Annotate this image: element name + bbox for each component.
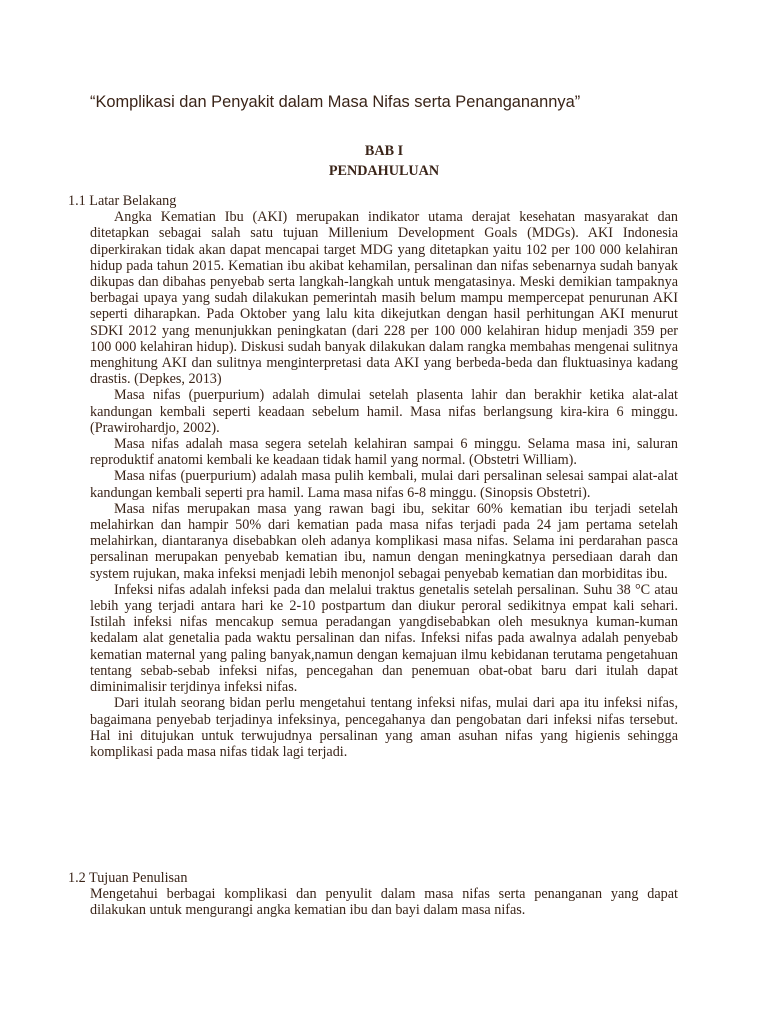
- section-latar-belakang: [68, 193, 678, 760]
- document-title: “Komplikasi dan Penyakit dalam Masa Nifas serta Penanganannya”: [90, 93, 581, 111]
- paragraph: Masa nifas adalah masa segera setelah kelahiran sampai 6 minggu. Selama masa ini, saluran reproduktif anatomi kembali ke keadaan tidak hamil yang normal. (Obstetri William).: [90, 436, 678, 469]
- paragraph: Masa nifas (puerpurium) adalah masa pulih kembali, mulai dari persalinan selesai sampai alat-alat kandungan kembali seperti pra hamil. Lama masa nifas 6-8 minggu. (Sinopsis Obstetri).: [90, 468, 678, 501]
- paragraph: Angka Kematian Ibu (AKI) merupakan indikator utama derajat kesehatan masyarakat dan ditetapkan sebagai salah satu tujuan Millenium Development Goals (MDGs). AKI Indonesia diperkirakan tidak akan dapat mencapai target MDG yang ditetapkan yaitu 102 per 100 000 kelahiran hidup pada tahun 2015. Kematian ibu akibat kehamilan, persalinan dan nifas sebenarnya sudah banyak dikupas dan dibahas penyebab serta langkah-langkah untuk mengatasinya. Meski demikian tampaknya berbagai upaya yang sudah dilakukan pemerintah masih belum mampu mempercepat penurunan AKI seperti diharapkan. Pada Oktober yang lalu kita dikejutkan dengan hasil perhitungan AKI menurut SDKI 2012 yang menunjukkan peningkatan (dari 228 per 100 000 kelahiran hidup menjadi 359 per 100 000 kelahiran hidup). Diskusi sudah banyak dilakukan dalam rangka membahas mengenai sulitnya menghitung AKI dan sulitnya menginterpretasi data AKI yang berbeda-beda dan fluktuasinya kadang drastis. (Depkes, 2013): [90, 209, 678, 388]
- paragraph: Masa nifas merupakan masa yang rawan bagi ibu, sekitar 60% kematian ibu terjadi setelah melahirkan dan hampir 50% dari kematian pada masa nifas terjadi pada 24 jam pertama setelah melahirkan, diantaranya disebabkan oleh adanya komplikasi masa nifas. Selama ini perdarahan pasca persalinan merupakan penyebab kematian ibu, namun dengan meningkatnya persediaan darah dan system rujukan, maka infeksi menjadi lebih menonjol sebagai penyebab kematian dan morbiditas ibu.: [90, 500, 678, 582]
- section-heading: 1.2 Tujuan Penulisan: [68, 870, 188, 886]
- section-heading: 1.1 Latar Belakang: [68, 193, 177, 209]
- chapter-heading: [0, 141, 768, 181]
- section-tujuan-penulisan: [68, 870, 678, 919]
- paragraph: Dari itulah seorang bidan perlu mengetahui tentang infeksi nifas, mulai dari apa itu infeksi nifas, bagaimana penyebab terjadinya infeksinya, pencegahanya dan pengobatan dari infeksi nifas tersebut. Hal ini ditujukan untuk terwujudnya persalinan yang aman asuhan nifas yang higienis sehingga komplikasi pada masa nifas tidak lagi terjadi.: [90, 695, 678, 760]
- paragraph: Mengetahui berbagai komplikasi dan penyulit dalam masa nifas serta penanganan yang dapat dilakukan untuk mengurangi angka kematian ibu dan bayi dalam masa nifas.: [90, 886, 678, 919]
- paragraph: Infeksi nifas adalah infeksi pada dan melalui traktus genetalis setelah persalinan. Suhu 38 °C atau lebih yang terjadi antara hari ke 2-10 postpartum dan diukur peroral sedikitnya empat kali sehari. Istilah infeksi nifas mencakup semua peradangan yangdisebabkan oleh mesuknya kuman-kuman kedalam alat genetalia pada waktu persalinan dan nifas. Infeksi nifas pada awalnya adalah penyebab kematian maternal yang paling banyak,namun dengan kemajuan ilmu kebidanan terutama pengetahuan tentang sebab-sebab infeksi nifas, pencegahan dan penemuan obat-obat baru dari itulah dapat diminimalisir terjdinya infeksi nifas.: [90, 581, 678, 696]
- chapter-title: PENDAHULUAN: [328, 163, 440, 179]
- chapter-number: BAB I: [364, 143, 404, 159]
- paragraph: Masa nifas (puerpurium) adalah dimulai setelah plasenta lahir dan berakhir ketika alat-alat kandungan kembali seperti keadaan sebelum hamil. Masa nifas berlangsung kira-kira 6 minggu. (Prawirohardjo, 2002).: [90, 387, 678, 436]
